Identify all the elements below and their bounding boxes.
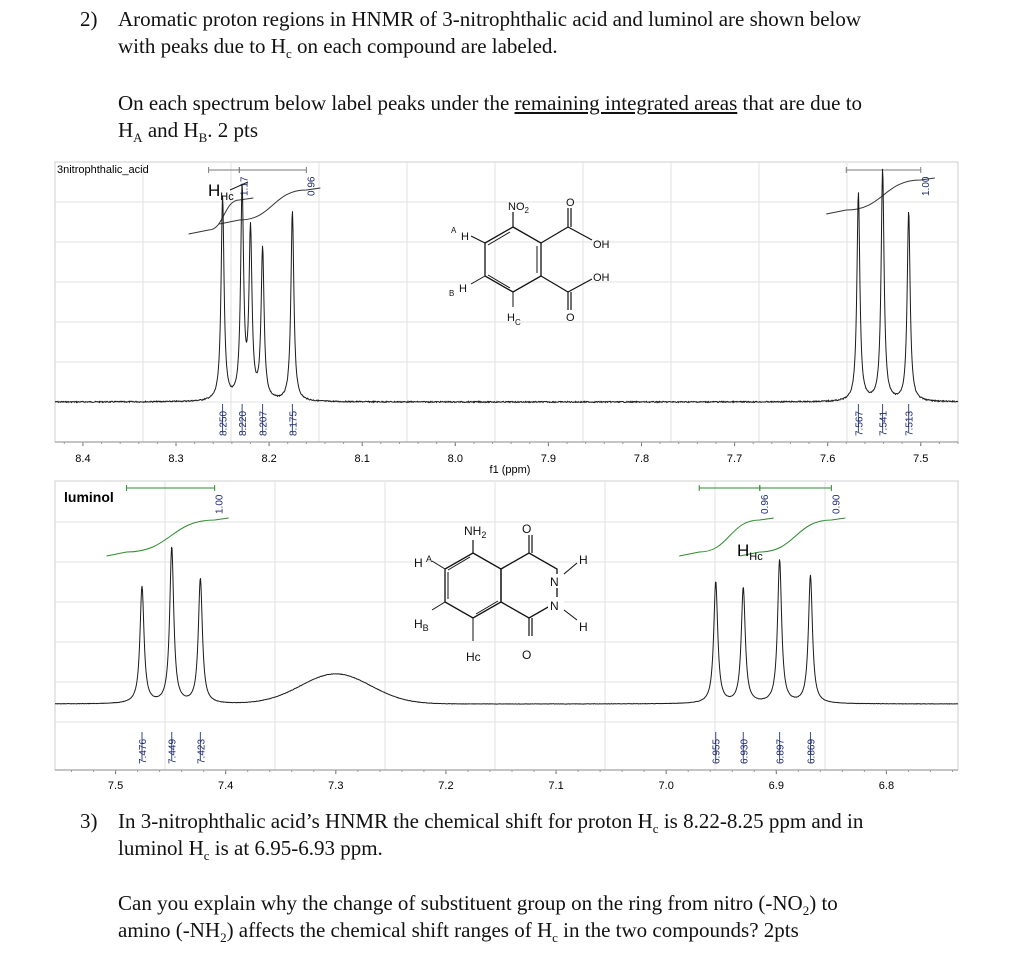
- hc-annotation: $H_{Hc}$: [737, 541, 763, 563]
- integral-value: 1.00: [214, 494, 226, 514]
- x-tick-label: 7.2: [438, 780, 454, 792]
- peak-label: 6.869: [806, 738, 818, 764]
- peak-label: 7.513: [904, 410, 916, 436]
- ask-line-2: amino $(-NH_2)$ affects the chemical shift ranges of $H_c$ in the two compounds? 2pts: [118, 918, 799, 946]
- instruction-line-2: $H_A$ and $H_B$. 2 pts: [118, 118, 258, 146]
- x-tick-label: 7.4: [218, 780, 234, 792]
- ask-line-1: Can you explain why the change of substituent group on the ring from nitro $(-NO_2)$ to: [118, 891, 838, 919]
- h-a: H: [461, 231, 469, 243]
- carbonyl-o-top: O: [522, 522, 532, 536]
- question-number: 2): [80, 7, 98, 31]
- integral-value: 0.90: [831, 494, 843, 514]
- h-c: $H_C$: [507, 312, 521, 327]
- question-number: 3): [80, 809, 98, 833]
- integral-curve: [107, 518, 229, 556]
- peak-label: 8.250: [218, 410, 230, 436]
- peak-label: 6.897: [775, 738, 787, 764]
- integral-value: 0.96: [306, 176, 318, 196]
- x-tick-label: 8.3: [168, 453, 184, 465]
- x-tick-label: 7.3: [328, 780, 344, 792]
- carbonyl-o-top: O: [566, 197, 575, 209]
- label-a: A: [451, 226, 457, 235]
- integral-value: 1.17: [239, 176, 251, 196]
- structure-luminol: [414, 522, 588, 664]
- nh-bottom: H: [579, 620, 588, 634]
- n-bottom: N: [550, 599, 559, 613]
- h-b: $H_B$: [414, 617, 429, 633]
- nh2-label: $NH_2$: [464, 524, 487, 540]
- x-tick-label: 8.2: [261, 453, 277, 465]
- peak-label: 6.955: [711, 738, 723, 764]
- integral-value: 0.96: [759, 494, 771, 514]
- x-tick-label: 8.4: [75, 453, 91, 465]
- integral-curve: [219, 188, 320, 224]
- peak-label: 7.567: [854, 410, 866, 436]
- x-tick-label: 8.1: [354, 453, 370, 465]
- x-tick-label: 7.8: [633, 453, 650, 465]
- spectrum-panel-luminol: [55, 481, 958, 792]
- instruction-line-1: On each spectrum below label peaks under the remaining integrated areas that are due to: [118, 91, 863, 115]
- x-tick-label: 7.5: [913, 453, 929, 465]
- question-3-body: [118, 808, 1018, 862]
- h-a: H: [414, 556, 423, 570]
- oh-bottom: OH: [593, 272, 610, 284]
- question-3-line-2: luminol $H_c$ is at 6.95-6.93 ppm.: [118, 836, 383, 864]
- x-tick-label: 6.8: [878, 780, 895, 792]
- x-tick-label: 7.7: [726, 453, 743, 465]
- hc-annotation: $H_{Hc}$: [208, 181, 234, 203]
- no2-label: $NO_2$: [508, 201, 529, 215]
- carbonyl-o-bottom: O: [522, 648, 532, 662]
- spectrum-title: 3nitrophthalic_acid: [57, 164, 149, 176]
- carbonyl-o-bottom: O: [566, 312, 575, 324]
- h-b: H: [459, 283, 467, 295]
- oh-top: OH: [593, 239, 610, 251]
- structure-nitrophthalic-acid: [449, 197, 610, 327]
- spectrum-trace-luminol: [55, 548, 958, 704]
- peak-label: 7.476: [137, 738, 149, 764]
- question-3-ask: [118, 890, 838, 944]
- x-tick-label: 7.1: [548, 780, 564, 792]
- x-tick-label: 7.0: [658, 780, 674, 792]
- nh-top: H: [579, 553, 588, 567]
- spectrum-title: luminol: [64, 489, 114, 505]
- peak-label: 8.207: [258, 410, 270, 436]
- h-c: Hc: [466, 650, 481, 664]
- integral-value: 1.00: [920, 176, 932, 196]
- peak-label: 6.930: [739, 738, 751, 764]
- x-tick-label: 7.9: [540, 453, 557, 465]
- peak-label: 7.541: [878, 410, 890, 436]
- x-tick-label: 7.5: [107, 780, 124, 792]
- integral-curve: [826, 178, 934, 214]
- label-b: B: [449, 289, 455, 298]
- integral-curve: [189, 198, 254, 234]
- n-top: N: [550, 575, 559, 589]
- question-2-line-1: Aromatic proton regions in HNMR of 3-nitrophthalic acid and luminol are shown below: [118, 7, 862, 31]
- question-3-line-1: In 3-nitrophthalic acid’s HNMR the chemical shift for proton $H_c$ is 8.22-8.25 ppm and in: [118, 809, 864, 837]
- peak-label: 8.175: [288, 410, 300, 436]
- x-tick-label: 7.6: [820, 453, 836, 465]
- peak-label: 8.220: [238, 410, 250, 436]
- x-tick-label: 8.0: [447, 453, 463, 465]
- x-axis-label: f1 (ppm): [489, 464, 531, 476]
- x-tick-label: 6.9: [768, 780, 784, 792]
- peak-label: 7.423: [196, 738, 208, 764]
- peak-label: 7.449: [167, 738, 179, 764]
- label-a: A: [426, 554, 433, 564]
- spectrum-panel-nitrophthalic: [55, 162, 958, 476]
- question-2-line-2: with peaks due to $H_c$ on each compound are labeled.: [118, 34, 558, 62]
